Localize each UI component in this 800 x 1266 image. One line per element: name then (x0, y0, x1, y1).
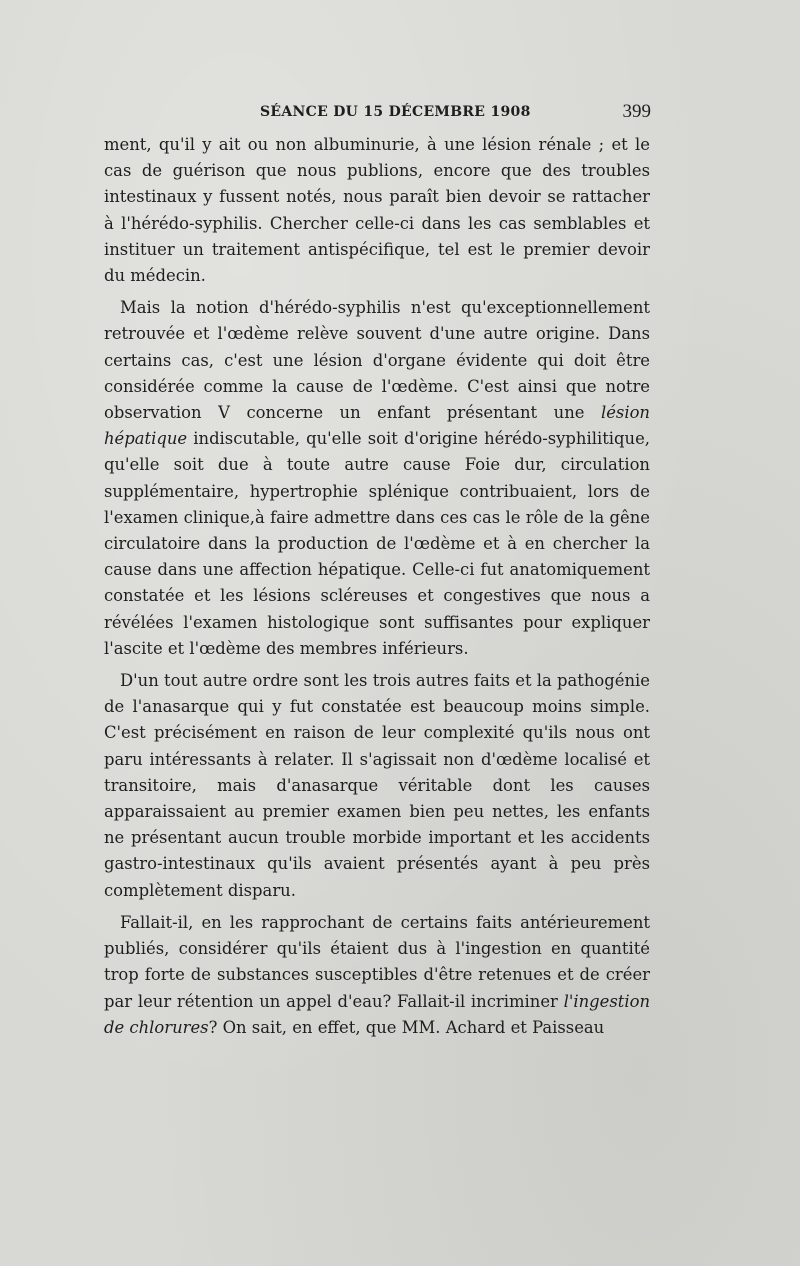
text-run: indiscutable, qu'elle soit d'origine hérédo-syphilitique, qu'elle soit due à toute autre cause Foie dur, circulation supplémentaire, hypertrophie splénique contribuaient, lors de l'examen clinique,à faire admettre dans ces cas le rôle de la gêne circulatoire dans la production de l'œdème et à en chercher la cause dans une affection hépatique. Celle-ci fut anatomiquement constatée et les lésions scléreuses et congestives que nous a révélées l'examen histologique sont suffisantes pour expliquer l'ascite et l'œdème des membres inférieurs. (104, 429, 650, 658)
text-run: ? On sait, en effet, que MM. Achard et Paisseau (208, 1017, 605, 1037)
paragraph (104, 132, 650, 289)
text-run: ment, qu'il y ait ou non albuminurie, à une lésion rénale ; et le cas de guérison que nous publions, encore que des troubles intestinaux y fussent notés, nous paraît bien devoir se rattacher à l'hérédo-syphilis. Chercher celle-ci dans les cas semblables et instituer un traitement antispécifique, tel est le premier devoir du médecin. (104, 135, 650, 286)
italic-text-run: l'ingestion de chlorures (104, 991, 650, 1037)
paragraph (104, 295, 650, 662)
running-head (103, 101, 651, 123)
page-number: 399 (622, 101, 651, 122)
body-text (104, 132, 650, 1041)
paragraph (104, 910, 650, 1041)
running-title: SÉANCE DU 15 DÉCEMBRE 1908 (260, 104, 531, 120)
text-run: D'un tout autre ordre sont les trois autres faits et la pathogénie de l'anasarque qui y fut constatée est beaucoup moins simple. C'est précisément en raison de leur complexité qu'ils nous ont paru intéressants à relater. Il s'agissait non d'œdème localisé et transitoire, mais d'anasarque véritable dont les causes apparaissaient au premier examen bien peu nettes, les enfants ne présentant aucun trouble morbide important et les accidents gastro-intestinaux qu'ils avaient présentés ayant à peu près complètement disparu. (104, 671, 650, 900)
text-run: Mais la notion d'hérédo-syphilis n'est qu'exceptionnellement retrouvée et l'œdème relève souvent d'une autre origine. Dans certains cas, c'est une lésion d'organe évidente qui doit être considérée comme la cause de l'œdème. C'est ainsi que notre observation V concerne un enfant présentant une (104, 298, 650, 423)
italic-text-run: lésion hépatique (104, 403, 650, 449)
paragraph (104, 668, 650, 904)
text-run: Fallait-il, en les rapprochant de certains faits antérieurement publiés, considérer qu'ils étaient dus à l'ingestion en quantité trop forte de substances susceptibles d'être retenues et de créer par leur rétention un appel d'eau? Fallait-il incriminer (104, 912, 650, 1011)
